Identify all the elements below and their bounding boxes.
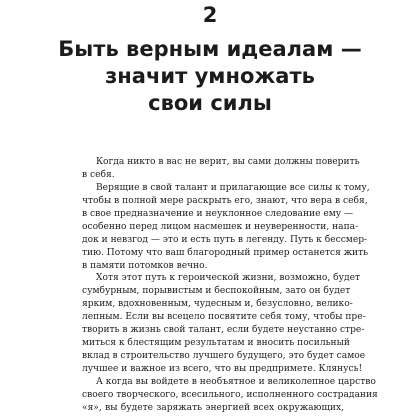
text-line: А когда вы войдете в необъятное и великолепное царство	[96, 376, 376, 387]
body-text	[82, 156, 378, 415]
text-line: лепным. Если вы всецело посвятите себя тому, чтобы пре-	[82, 312, 366, 323]
text-line: ярким, вдохновенным, чудесным и, безусловно, велико-	[82, 299, 353, 310]
text-line: сумбурным, порывистым и беспокойным, зато он будет	[82, 286, 351, 297]
chapter-title-line: Быть верным идеалам —	[58, 37, 362, 61]
text-line: чтобы в полной мере раскрыть его, знают, что вера в себя,	[82, 195, 368, 206]
text-line: «я», вы будете заряжать энергией всех окружающих,	[82, 402, 344, 413]
text-line: лучшее и важное из всего, что вы предпримете. Клянусь!	[82, 364, 363, 374]
text-line: вклад в строительство лучшего будущего, это будет самое	[82, 351, 366, 362]
text-line: творить в жизнь свой талант, если будете неустанно стре-	[82, 325, 365, 336]
text-line: в памяти потомков вечно.	[82, 260, 208, 271]
chapter-title	[0, 36, 420, 117]
text-line: в себя.	[82, 169, 115, 180]
chapter-number: 2	[202, 3, 218, 27]
chapter-title-line: свои силы	[148, 91, 272, 115]
text-line: док и невзгод — это и есть путь в легенду. Путь к бессмер-	[82, 234, 368, 245]
text-line: тию. Потому что ваш благородный пример останется жить	[82, 247, 369, 258]
text-line: в свое предназначение и неуклонное следование ему —	[82, 208, 354, 219]
text-line: Когда никто в вас не верит, вы сами должны поверить	[96, 157, 360, 167]
text-line: Хотя этот путь к героической жизни, возможно, будет	[96, 273, 360, 284]
chapter-title-line: значит умножать	[105, 64, 315, 88]
text-line: миться к блестящим результатам и вносить посильный	[82, 338, 350, 349]
text-line: Верящие в свой талант и прилагающие все силы к тому,	[96, 182, 370, 193]
text-line: своего творческого, всесильного, исполненного сострадания	[82, 389, 378, 400]
text-line: особенно перед лицом насмешек и неуверенности, напа-	[82, 221, 359, 232]
